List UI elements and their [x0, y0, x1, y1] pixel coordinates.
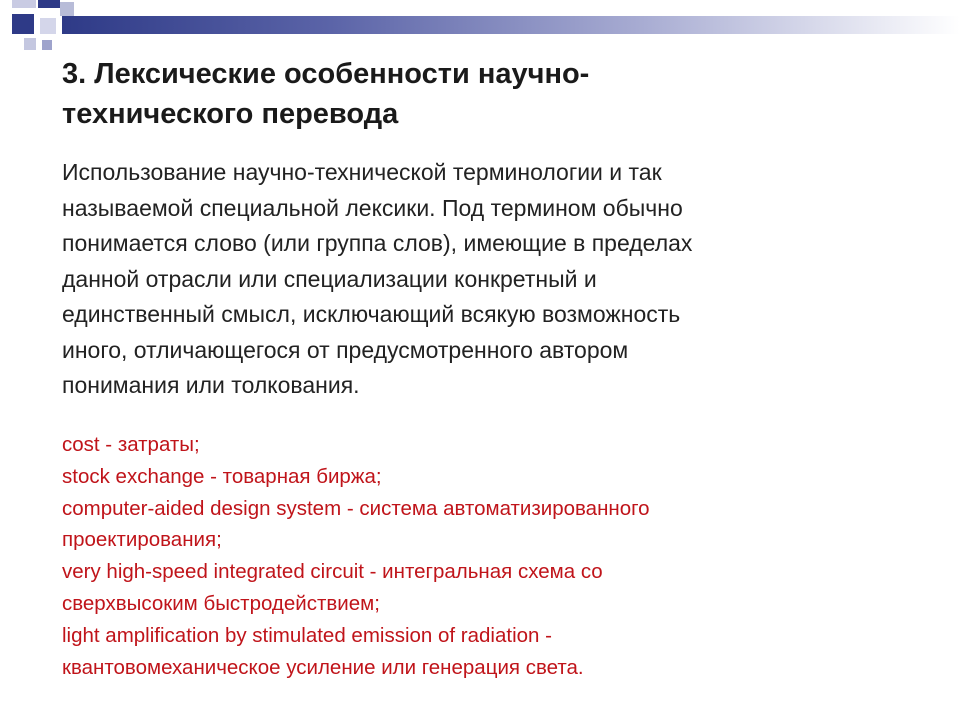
decorative-square	[40, 18, 56, 34]
decorative-square	[24, 38, 36, 50]
decorative-square	[42, 40, 52, 50]
body-line: данной отрасли или специализации конкретный и	[62, 265, 597, 292]
decorative-square	[12, 0, 36, 8]
term-example-line: cost - затраты;	[62, 433, 200, 456]
term-example-line: проектирования;	[62, 528, 222, 552]
body-line: понимания или толкования.	[62, 372, 360, 398]
body-line: Использование научно-технической терминологии и так	[62, 159, 662, 185]
term-example-line: very high-speed integrated circuit - интегральная схема со	[62, 560, 603, 584]
term-example-line: stock exchange - товарная биржа;	[62, 464, 382, 488]
term-example-line: computer-aided design system - система автоматизированного	[62, 496, 650, 520]
term-example-line: сверхвысоким быстродействием;	[62, 591, 380, 615]
term-example-line: квантовомеханическое усиление или генерация света.	[62, 655, 584, 679]
term-examples-list	[62, 429, 922, 683]
header-gradient-bar	[62, 16, 960, 34]
body-line: понимается слово (или группа слов), имеющие в пределах	[62, 230, 693, 256]
body-line: единственный смысл, исключающий всякую возможность	[62, 301, 681, 327]
decorative-square	[38, 0, 60, 8]
decorative-square	[60, 2, 74, 16]
body-line: иного, отличающегося от предусмотренного автором	[62, 336, 629, 363]
slide-title-line: 3. Лексические особенности научно-	[62, 58, 590, 90]
body-line: называемой специальной лексики. Под термином обычно	[62, 194, 683, 221]
term-example-line: light amplification by stimulated emission of radiation -	[62, 623, 552, 647]
body-paragraph	[62, 155, 882, 404]
slide-title-line: технического перевода	[62, 98, 399, 130]
decorative-square	[12, 14, 34, 34]
slide-title	[62, 54, 882, 134]
